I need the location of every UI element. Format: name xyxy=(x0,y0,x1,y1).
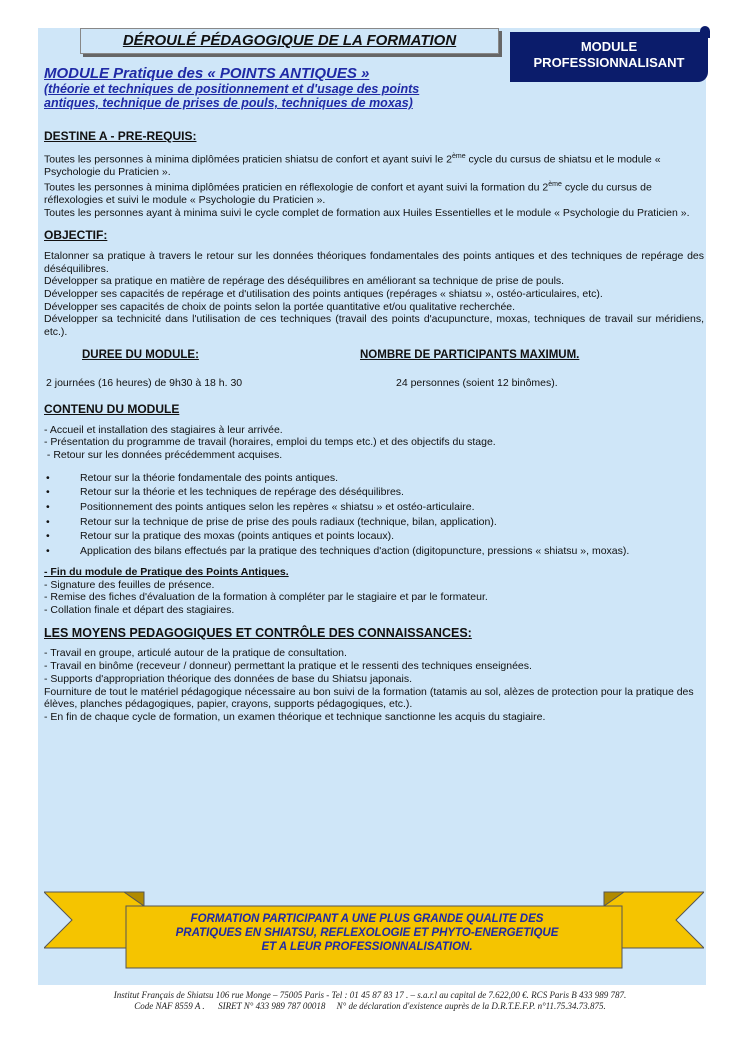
list-item: • Retour sur la pratique des moxas (points antiques et points locaux). xyxy=(44,530,704,543)
footer-line2: Code NAF 8559 A . SIRET N° 433 989 787 00018 N° de déclaration d'existence auprès de la D.R.T.E.F.P. n°11.75.34.73.875. xyxy=(134,1001,606,1011)
page-title: DÉROULÉ PÉDAGOGIQUE DE LA FORMATION xyxy=(80,28,499,54)
list-item: • Retour sur la théorie fondamentale des points antiques. xyxy=(44,472,704,485)
duree-heading: DUREE DU MODULE: xyxy=(82,348,199,361)
participants-value: 24 personnes (soient 12 binômes). xyxy=(396,376,558,389)
list-item: • Retour sur la théorie et les techniques de repérage des déséquilibres. xyxy=(44,486,704,499)
objectif-line: Etalonner sa pratique à travers le retour sur les données théoriques fondamentales des points antiques et des techniques de repérage des déséquilibres. xyxy=(44,249,704,275)
objectif-line: Développer ses capacités de repérage et d'utilisation des points antiques (repérages « shiatsu », ostéo-articulaires, etc). xyxy=(44,288,603,301)
moyens-line: - Travail en binôme (receveur / donneur) permettant la pratique et le ressenti des techniques enseignées. xyxy=(44,660,532,673)
moyens-line: - En fin de chaque cycle de formation, un examen théorique et technique sanctionne les acquis du stagiaire. xyxy=(44,710,546,723)
section-objectif xyxy=(44,229,704,339)
objectif-line: Développer ses capacités de choix de points selon la portée quantitative et/ou qualitative recherchée. xyxy=(44,300,516,313)
prereq-heading: DESTINE A - PRE-REQUIS: xyxy=(44,129,197,143)
prereq-para-3: Toutes les personnes ayant à minima suivi le cycle complet de formation aux Huiles Essentielles et le module « Psychologie du Praticien ». xyxy=(44,206,690,219)
badge-line1: MODULE xyxy=(580,39,638,54)
footer-line1: Institut Français de Shiatsu 106 rue Monge – 75005 Paris - Tel : 01 45 87 83 17 . – s.a.r.l au capital de 7.622,00 €. RCS Paris B 433 989 787. xyxy=(113,990,627,1000)
duree-participants xyxy=(44,349,704,395)
ribbon-line2: PRATIQUES EN SHIATSU, REFLEXOLOGIE ET PHYTO-ENERGETIQUE xyxy=(175,927,559,939)
moyens-line: Fourniture de tout le matériel pédagogique nécessaire au bon suivi de la formation (tatamis au sol, alèzes de protection pour la pratique des élèves, planches pédagogiques, papier, crayons, supports pédagogiques, etc.). xyxy=(44,685,694,711)
badge-line2: PROFESSIONNALISANT xyxy=(533,55,685,70)
module-badge xyxy=(510,32,708,82)
ribbon-line3: ET A LEUR PROFESSIONNALISATION. xyxy=(261,941,473,953)
main-content xyxy=(44,130,704,734)
fin-line: - Signature des feuilles de présence. xyxy=(44,578,215,591)
objectif-heading: OBJECTIF: xyxy=(44,228,108,243)
section-moyens xyxy=(44,627,704,724)
contenu-bullet-list xyxy=(44,472,704,558)
contenu-intro-line: - Retour sur les données précédemment acquises. xyxy=(44,448,283,461)
ribbon-line1: FORMATION PARTICIPANT A UNE PLUS GRANDE QUALITE DES xyxy=(190,913,544,925)
objectif-line: Développer sa technicité dans l'utilisation de ces techniques (travail des points d'acupuncture, moxas, techniques de travail sur méridiens, etc.). xyxy=(44,313,704,339)
contenu-intro-line: - Présentation du programme de travail (horaires, emploi du temps etc.) et des objectifs du stage. xyxy=(44,436,496,449)
footer xyxy=(0,990,740,1012)
module-title: MODULE Pratique des « POINTS ANTIQUES » xyxy=(44,65,370,82)
module-subtitle-line1: (théorie et techniques de positionnement et d'usage des points xyxy=(44,82,420,96)
contenu-intro-line: - Accueil et installation des stagiaires à leur arrivée. xyxy=(44,423,283,436)
moyens-line: - Travail en groupe, articulé autour de la pratique de consultation. xyxy=(44,647,347,660)
ribbon-text xyxy=(128,912,606,954)
list-item: • Positionnement des points antiques selon les repères « shiatsu » et ostéo-articulaire. xyxy=(44,501,704,514)
contenu-heading: CONTENU DU MODULE xyxy=(44,401,180,416)
module-title-block xyxy=(44,65,514,110)
prereq-para-2: Toutes les personnes à minima diplômées praticien en réflexologie de confort et ayant suivi la formation du 2ème cycle du cursus de réflexologies et suivi le module « Psychologie du Praticien ». xyxy=(44,180,652,206)
section-contenu xyxy=(44,403,704,617)
moyens-heading: LES MOYENS PEDAGOGIQUES ET CONTRÔLE DES CONNAISSANCES: xyxy=(44,625,472,640)
list-item: • Application des bilans effectués par la pratique des techniques d'action (digitopuncture, pressions « shiatsu », moxas). xyxy=(44,545,704,558)
moyens-line: - Supports d'appropriation théorique des données de base du Shiatsu japonais. xyxy=(44,672,413,685)
objectif-line: Développer sa pratique en matière de repérage des déséquilibres en améliorant sa technique de prise de pouls. xyxy=(44,275,565,288)
participants-heading: NOMBRE DE PARTICIPANTS MAXIMUM. xyxy=(360,348,580,361)
fin-line: - Remise des fiches d'évaluation de la formation à compléter par le stagiaire et par le formateur. xyxy=(44,591,488,604)
fin-module-heading: - Fin du module de Pratique des Points Antiques. xyxy=(44,565,289,578)
prereq-para-1: Toutes les personnes à minima diplômées praticien shiatsu de confort et ayant suivi le 2ème cycle du cursus de shiatsu et le module « Psychologie du Praticien ». xyxy=(44,152,661,178)
module-subtitle-line2: antiques, technique de prises de pouls, techniques de moxas) xyxy=(44,96,413,110)
section-prerequis xyxy=(44,130,704,219)
fin-line: - Collation finale et départ des stagiaires. xyxy=(44,603,235,616)
list-item: • Retour sur la technique de prise de prise des pouls radiaux (technique, bilan, application). xyxy=(44,516,704,529)
duree-value: 2 journées (16 heures) de 9h30 à 18 h. 30 xyxy=(46,376,243,389)
